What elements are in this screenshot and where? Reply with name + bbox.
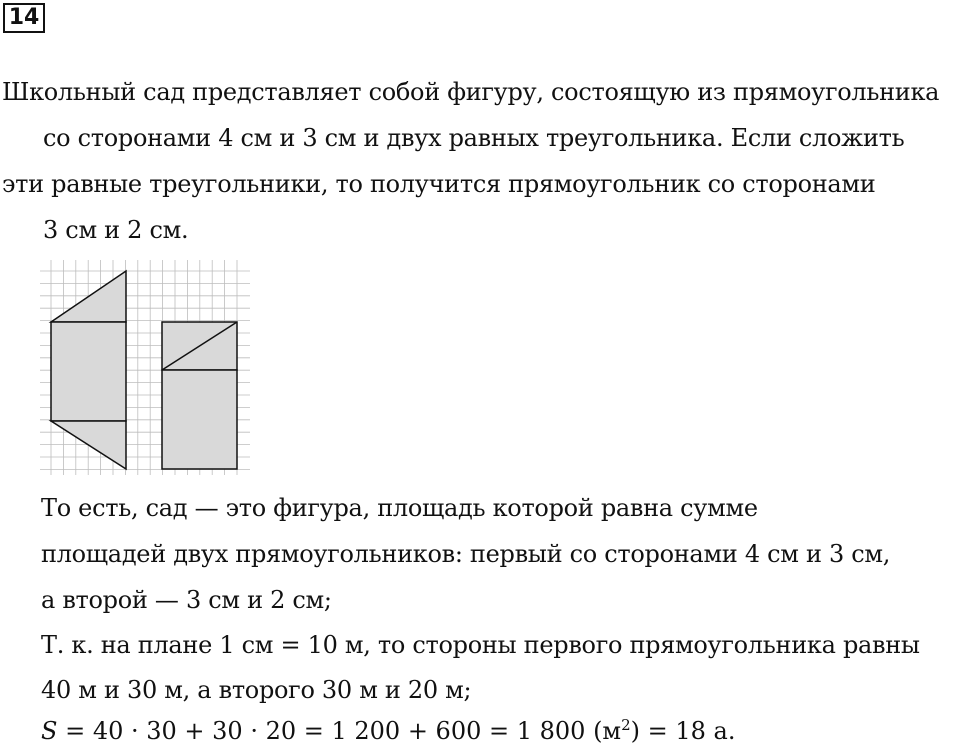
task-number-badge: 14 [3, 3, 45, 33]
garden-shape-left [51, 271, 126, 469]
lower-rectangle [162, 370, 237, 469]
intro-line-1: Школьный сад представляет собой фигуру, состоящую из прямоугольника [2, 78, 940, 106]
intro-line-4: 3 см и 2 см. [43, 216, 189, 244]
intro-line-2: со сторонами 4 см и 3 см и двух равных треугольника. Если сложить [43, 124, 905, 152]
solution-line-3: а второй — 3 см и 2 см; [41, 586, 332, 614]
intro-line-3: эти равные треугольники, то получится прямоугольник со сторонами [2, 170, 876, 198]
area-variable: S [41, 717, 58, 745]
solution-line-4: Т. к. на плане 1 см = 10 м, то стороны первого прямоугольника равны [41, 631, 920, 659]
formula-superscript: 2 [621, 716, 631, 734]
area-formula [41, 716, 736, 745]
formula-tail: ) = 18 а. [630, 717, 736, 745]
main-rectangle [51, 322, 126, 421]
solution-line-5: 40 м и 30 м, а второго 30 м и 20 м; [41, 676, 472, 704]
garden-shape-right [162, 322, 237, 469]
formula-body: = 40 · 30 + 30 · 20 = 1 200 + 600 = 1 800 (м [57, 717, 622, 745]
garden-figure [40, 260, 250, 475]
solution-line-1: То есть, сад — это фигура, площадь которой равна сумме [41, 494, 758, 522]
solution-line-2: площадей двух прямоугольников: первый со сторонами 4 см и 3 см, [41, 540, 891, 568]
